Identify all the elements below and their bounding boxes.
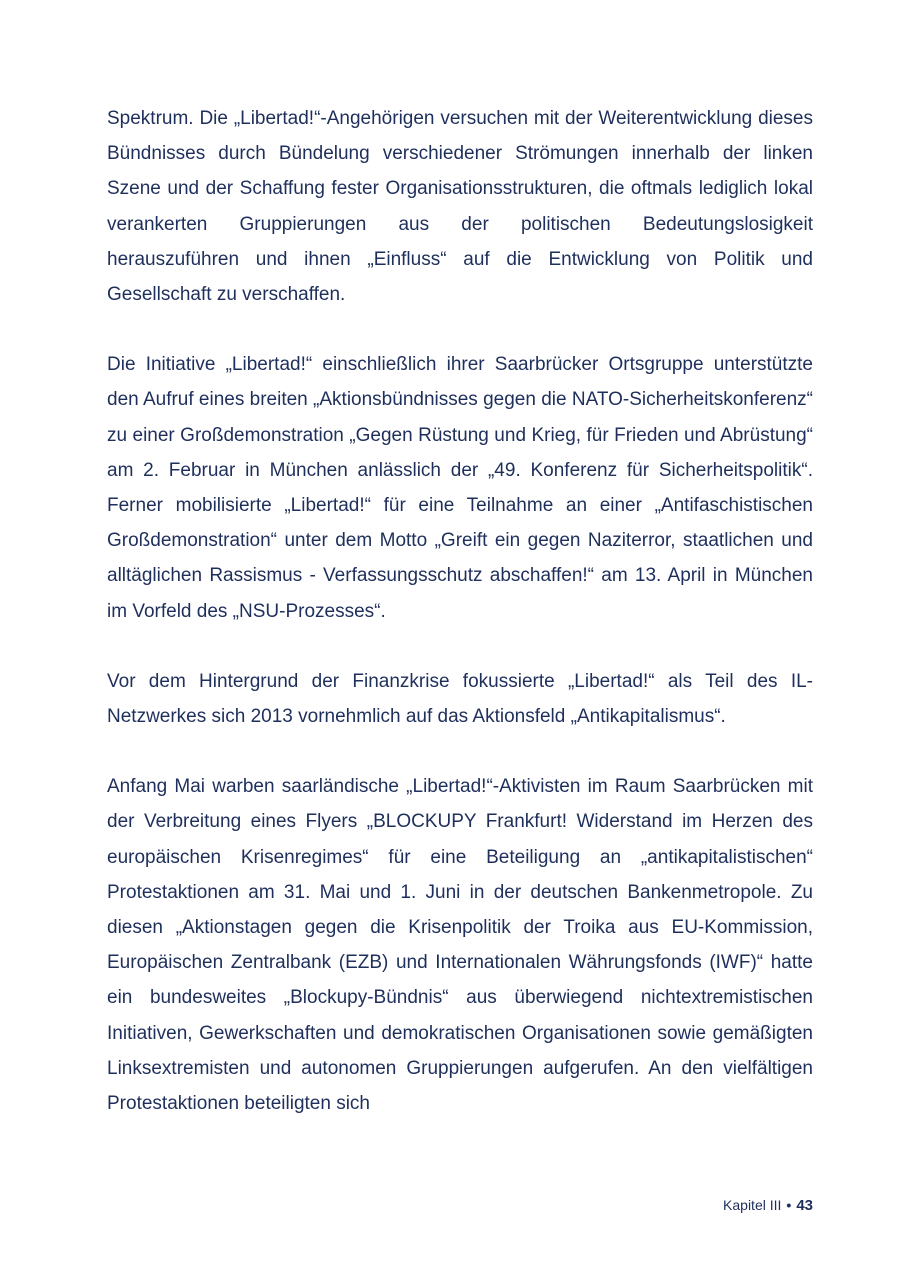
paragraph-2: Die Initiative „Libertad!“ einschließlich ihrer Saarbrücker Ortsgruppe unterstützte den Aufruf eines breiten „Aktionsbündnisses gegen die NATO-Sicherheitskonferenz“ zu einer Großdemonstration „Gegen Rüstung und Krieg, für Frieden und Abrüstung“ am 2. Februar in München anlässlich der „49. Konferenz für Sicherheitspolitik“. Ferner mobilisierte „Libertad!“ für eine Teilnahme an einer „Antifaschistischen Großdemonstration“ unter dem Motto „Greift ein gegen Naziterror, staatlichen und alltäglichen Rassismus - Verfassungsschutz abschaffen!“ am 13. April in München im Vorfeld des „NSU-Prozesses“. bbox=[107, 354, 813, 622]
footer-separator: • bbox=[786, 1197, 792, 1213]
page-body bbox=[107, 101, 813, 1156]
page-number: 43 bbox=[796, 1197, 813, 1214]
paragraph-4: Anfang Mai warben saarländische „Libertad!“-Aktivisten im Raum Saarbrücken mit der Verbreitung eines Flyers „BLOCKUPY Frankfurt! Widerstand im Herzen des europäischen Krisenregimes“ für eine Beteiligung an „antikapitalistischen“ Protestaktionen am 31. Mai und 1. Juni in der deutschen Bankenmetropole. Zu diesen „Aktionstagen gegen die Krisenpolitik der Troika aus EU-Kommission, Europäischen Zentralbank (EZB) und Internationalen Währungsfonds (IWF)“ hatte ein bundesweites „Blockupy-Bündnis“ aus überwiegend nichtextremistischen Initiativen, Gewerkschaften und demokratischen Organisationen sowie gemäßigten Linksextremisten und autonomen Gruppierungen aufgerufen. An den vielfältigen Protestaktionen beteiligten sich bbox=[107, 776, 813, 1115]
paragraph-1: Spektrum. Die „Libertad!“-Angehörigen versuchen mit der Weiterentwicklung dieses Bündnisses durch Bündelung verschiedener Strömungen innerhalb der linken Szene und der Schaffung fester Organisationsstrukturen, die oftmals lediglich lokal verankerten Gruppierungen aus der politischen Bedeutungslosigkeit herauszuführen und ihnen „Einfluss“ auf die Entwicklung von Politik und Gesellschaft zu verschaffen. bbox=[107, 108, 813, 306]
paragraph-3: Vor dem Hintergrund der Finanzkrise fokussierte „Libertad!“ als Teil des IL-Netzwerkes sich 2013 vornehmlich auf das Aktionsfeld „Antikapitalismus“. bbox=[107, 670, 813, 728]
page-footer bbox=[723, 1197, 813, 1214]
chapter-label: Kapitel III bbox=[723, 1197, 782, 1213]
